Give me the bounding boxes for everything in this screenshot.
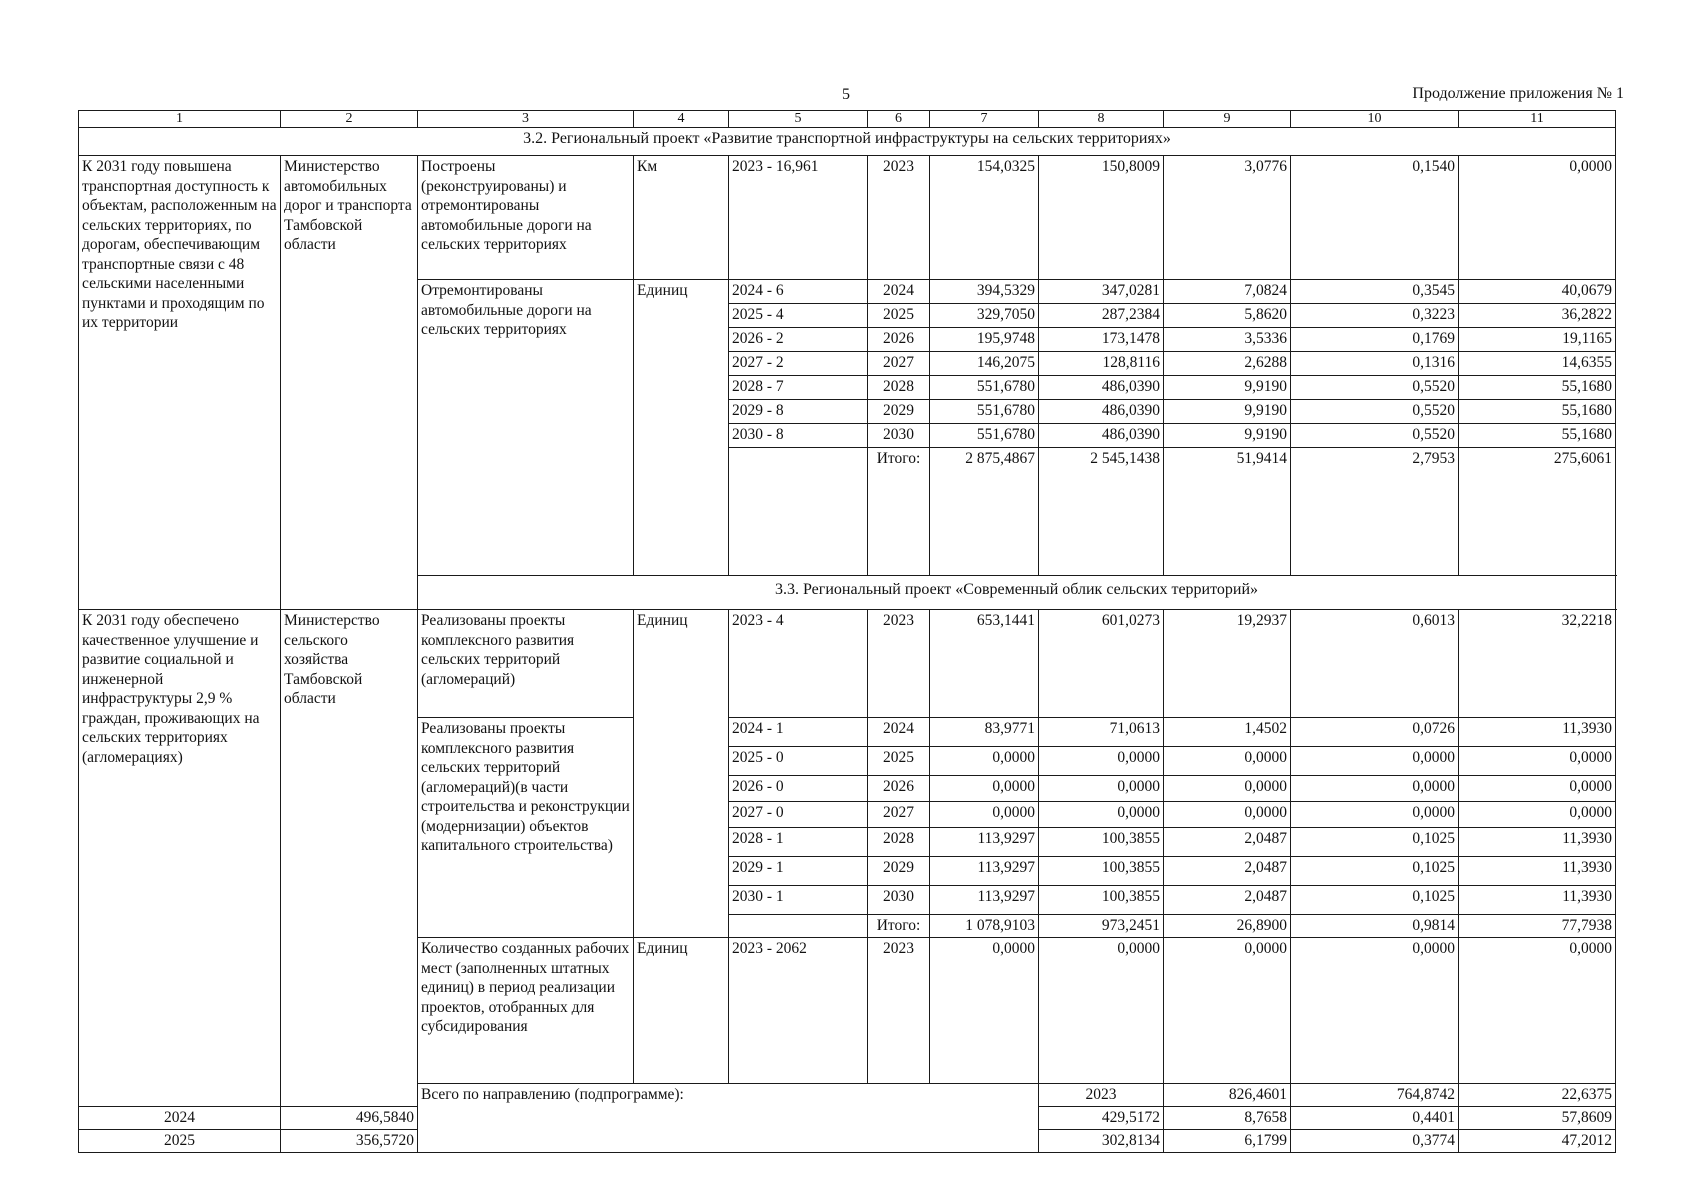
- value-c7: 551,6780: [930, 376, 1039, 400]
- total-c7: 2 875,4867: [930, 448, 1039, 576]
- value-c9: 0,0000: [1164, 747, 1291, 776]
- value-c8: 347,0281: [1039, 280, 1164, 304]
- target-empty: [729, 915, 868, 938]
- year: 2028: [868, 828, 930, 857]
- target: 2024 - 1: [729, 718, 868, 747]
- value-c10: 0,1540: [1291, 156, 1459, 280]
- year: 2027: [868, 802, 930, 828]
- value-c7: 113,9297: [930, 828, 1039, 857]
- value-c7: 146,2075: [930, 352, 1039, 376]
- target: 2023 - 2062: [729, 938, 868, 1084]
- value-c7: 826,4601: [1164, 1084, 1291, 1107]
- year: 2029: [868, 400, 930, 424]
- value-c11: 57,8609: [1459, 1107, 1616, 1130]
- value-c11: 11,3930: [1459, 718, 1616, 747]
- value-c8: 0,0000: [1039, 938, 1164, 1084]
- ministry-text: Министерство автомобильных дорог и транспорта Тамбовской области: [281, 156, 418, 610]
- target-empty: [729, 448, 868, 576]
- value-c8: 100,3855: [1039, 828, 1164, 857]
- target: 2027 - 2: [729, 352, 868, 376]
- value-c7: 653,1441: [930, 610, 1039, 718]
- total-label: Итого:: [868, 448, 930, 576]
- target: 2030 - 1: [729, 886, 868, 915]
- summary-label: Всего по направлению (подпрограмме):: [418, 1084, 1039, 1153]
- target: 2030 - 8: [729, 424, 868, 448]
- value-c8: 71,0613: [1039, 718, 1164, 747]
- value-c9: 3,5336: [1164, 328, 1291, 352]
- total-c8: 2 545,1438: [1039, 448, 1164, 576]
- value-c9: 5,8620: [1164, 304, 1291, 328]
- total-c7: 1 078,9103: [930, 915, 1039, 938]
- year: 2025: [868, 747, 930, 776]
- year: 2025: [868, 304, 930, 328]
- budget-table: [78, 110, 1616, 1153]
- year: 2029: [868, 857, 930, 886]
- value-c7: 0,0000: [930, 776, 1039, 802]
- section-title: 3.3. Региональный проект «Современный облик сельских территорий»: [418, 576, 1616, 610]
- value-c9: 6,1799: [1164, 1130, 1291, 1153]
- col-header: 2: [281, 111, 418, 128]
- target: 2026 - 2: [729, 328, 868, 352]
- value-c10: 0,0000: [1291, 802, 1459, 828]
- value-c11: 0,0000: [1459, 776, 1616, 802]
- target: 2028 - 7: [729, 376, 868, 400]
- value-c7: 0,0000: [930, 802, 1039, 828]
- total-c11: 77,7938: [1459, 915, 1616, 938]
- target: 2024 - 6: [729, 280, 868, 304]
- value-c8: 429,5172: [1039, 1107, 1164, 1130]
- value-c9: 2,0487: [1164, 886, 1291, 915]
- continuation-label: Продолжение приложения № 1: [1412, 85, 1624, 102]
- year: 2024: [868, 280, 930, 304]
- value-c7: 83,9771: [930, 718, 1039, 747]
- page-number: 5: [842, 86, 850, 103]
- value-c9: 9,9190: [1164, 376, 1291, 400]
- year: 2023: [868, 938, 930, 1084]
- value-c11: 55,1680: [1459, 376, 1616, 400]
- value-c11: 11,3930: [1459, 886, 1616, 915]
- value-c11: 36,2822: [1459, 304, 1616, 328]
- value-c11: 11,3930: [1459, 828, 1616, 857]
- value-c8: 100,3855: [1039, 857, 1164, 886]
- value-c8: 173,1478: [1039, 328, 1164, 352]
- value-c9: 22,6375: [1459, 1084, 1616, 1107]
- col-header: 9: [1164, 111, 1291, 128]
- col-header: 6: [868, 111, 930, 128]
- target: 2029 - 8: [729, 400, 868, 424]
- indicator-text: Отремонтированы автомобильные дороги на сельских территориях: [418, 280, 634, 576]
- value-c10: 0,1316: [1291, 352, 1459, 376]
- value-c10: 0,1025: [1291, 857, 1459, 886]
- goal-text: К 2031 году обеспечено качественное улучшение и развитие социальной и инженерной инфраструктуры 2,9 % граждан, проживающих на сельских территориях (агломерациях): [79, 610, 281, 1107]
- col-header: 3: [418, 111, 634, 128]
- target: 2025 - 0: [729, 747, 868, 776]
- value-c8: 0,0000: [1039, 747, 1164, 776]
- value-c10: 0,5520: [1291, 400, 1459, 424]
- value-c7: 195,9748: [930, 328, 1039, 352]
- value-c8: 128,8116: [1039, 352, 1164, 376]
- value-c11: 47,2012: [1459, 1130, 1616, 1153]
- value-c10: 0,5520: [1291, 424, 1459, 448]
- unit: Единиц: [634, 938, 729, 1084]
- col-header: 5: [729, 111, 868, 128]
- value-c9: 7,0824: [1164, 280, 1291, 304]
- indicator-text: Реализованы проекты комплексного развития сельских территорий (агломераций)(в части строительства и реконструкции (модернизации) объектов капитального строительства): [418, 718, 634, 938]
- ministry-text: Министерство сельского хозяйства Тамбовской области: [281, 610, 418, 1107]
- col-header: 10: [1291, 111, 1459, 128]
- value-c7: 356,5720: [281, 1130, 418, 1153]
- value-c10: 0,1025: [1291, 828, 1459, 857]
- value-c8: 0,0000: [1039, 802, 1164, 828]
- value-c8: 0,0000: [1039, 776, 1164, 802]
- section-title: 3.2. Региональный проект «Развитие транспортной инфраструктуры на сельских территориях»: [79, 128, 1616, 156]
- value-c10: 0,4401: [1291, 1107, 1459, 1130]
- value-c11: 0,0000: [1459, 747, 1616, 776]
- value-c9: 0,0000: [1164, 802, 1291, 828]
- value-c11: 0,0000: [1459, 938, 1616, 1084]
- year: 2023: [868, 610, 930, 718]
- value-c7: 551,6780: [930, 424, 1039, 448]
- value-c11: 0,0000: [1459, 156, 1616, 280]
- year: 2025: [79, 1130, 281, 1153]
- value-c7: 0,0000: [930, 747, 1039, 776]
- value-c10: 0,3223: [1291, 304, 1459, 328]
- value-c11: 40,0679: [1459, 280, 1616, 304]
- unit: Единиц: [634, 280, 729, 576]
- value-c7: 0,0000: [930, 938, 1039, 1084]
- indicator-text: Построены (реконструированы) и отремонтированы автомобильные дороги на сельских территориях: [418, 156, 634, 280]
- col-header: 4: [634, 111, 729, 128]
- year: 2024: [79, 1107, 281, 1130]
- value-c7: 496,5840: [281, 1107, 418, 1130]
- total-label: Итого:: [868, 915, 930, 938]
- value-c9: 19,2937: [1164, 610, 1291, 718]
- year: 2026: [868, 328, 930, 352]
- value-c11: 55,1680: [1459, 424, 1616, 448]
- value-c7: 394,5329: [930, 280, 1039, 304]
- value-c7: 154,0325: [930, 156, 1039, 280]
- value-c10: 0,3545: [1291, 280, 1459, 304]
- value-c7: 113,9297: [930, 886, 1039, 915]
- year: 2028: [868, 376, 930, 400]
- year: 2023: [868, 156, 930, 280]
- value-c10: 0,6013: [1291, 610, 1459, 718]
- year: 2027: [868, 352, 930, 376]
- value-c7: 329,7050: [930, 304, 1039, 328]
- value-c11: 32,2218: [1459, 610, 1616, 718]
- year: 2030: [868, 886, 930, 915]
- target: 2023 - 16,961: [729, 156, 868, 280]
- value-c10: 0,0000: [1291, 938, 1459, 1084]
- value-c8: 150,8009: [1039, 156, 1164, 280]
- value-c11: 11,3930: [1459, 857, 1616, 886]
- value-c9: 0,0000: [1164, 938, 1291, 1084]
- value-c10: 0,0000: [1291, 747, 1459, 776]
- value-c8: 287,2384: [1039, 304, 1164, 328]
- target: 2026 - 0: [729, 776, 868, 802]
- value-c10: 0,0000: [1291, 776, 1459, 802]
- col-header: 7: [930, 111, 1039, 128]
- total-c11: 275,6061: [1459, 448, 1616, 576]
- table-row: [79, 610, 1616, 718]
- target: 2025 - 4: [729, 304, 868, 328]
- indicator-text: Реализованы проекты комплексного развития сельских территорий (агломераций): [418, 610, 634, 718]
- col-header: 11: [1459, 111, 1616, 128]
- target: 2028 - 1: [729, 828, 868, 857]
- table-row: [79, 156, 1616, 280]
- total-c9: 51,9414: [1164, 448, 1291, 576]
- year: 2024: [868, 718, 930, 747]
- col-header: 1: [79, 111, 281, 128]
- target: 2027 - 0: [729, 802, 868, 828]
- value-c11: 55,1680: [1459, 400, 1616, 424]
- total-c10: 0,9814: [1291, 915, 1459, 938]
- value-c7: 551,6780: [930, 400, 1039, 424]
- value-c8: 764,8742: [1291, 1084, 1459, 1107]
- value-c10: 0,0726: [1291, 718, 1459, 747]
- total-c8: 973,2451: [1039, 915, 1164, 938]
- target: 2023 - 4: [729, 610, 868, 718]
- value-c8: 486,0390: [1039, 376, 1164, 400]
- value-c9: 9,9190: [1164, 400, 1291, 424]
- value-c9: 9,9190: [1164, 424, 1291, 448]
- col-header: 8: [1039, 111, 1164, 128]
- value-c10: 0,1025: [1291, 886, 1459, 915]
- total-c10: 2,7953: [1291, 448, 1459, 576]
- value-c9: 1,4502: [1164, 718, 1291, 747]
- year: 2026: [868, 776, 930, 802]
- value-c9: 2,0487: [1164, 857, 1291, 886]
- column-number-row: [79, 111, 1616, 128]
- value-c11: 0,0000: [1459, 802, 1616, 828]
- value-c11: 19,1165: [1459, 328, 1616, 352]
- value-c8: 302,8134: [1039, 1130, 1164, 1153]
- value-c9: 2,6288: [1164, 352, 1291, 376]
- value-c10: 0,3774: [1291, 1130, 1459, 1153]
- value-c10: 0,1769: [1291, 328, 1459, 352]
- value-c11: 14,6355: [1459, 352, 1616, 376]
- value-c9: 0,0000: [1164, 776, 1291, 802]
- value-c8: 100,3855: [1039, 886, 1164, 915]
- value-c9: 2,0487: [1164, 828, 1291, 857]
- year: 2030: [868, 424, 930, 448]
- value-c9: 8,7658: [1164, 1107, 1291, 1130]
- value-c9: 3,0776: [1164, 156, 1291, 280]
- value-c7: 113,9297: [930, 857, 1039, 886]
- value-c8: 601,0273: [1039, 610, 1164, 718]
- goal-text: К 2031 году повышена транспортная доступность к объектам, расположенным на сельских территориях, по дорогам, обеспечивающим транспортные связи с 48 сельскими населенными пунктами и проходящим по их территории: [79, 156, 281, 610]
- unit: Км: [634, 156, 729, 280]
- year: 2023: [1039, 1084, 1164, 1107]
- total-c9: 26,8900: [1164, 915, 1291, 938]
- value-c8: 486,0390: [1039, 424, 1164, 448]
- indicator-text: Количество созданных рабочих мест (заполненных штатных единиц) в период реализации проектов, отобранных для субсидирования: [418, 938, 634, 1084]
- unit: Единиц: [634, 610, 729, 938]
- target: 2029 - 1: [729, 857, 868, 886]
- value-c10: 0,5520: [1291, 376, 1459, 400]
- value-c8: 486,0390: [1039, 400, 1164, 424]
